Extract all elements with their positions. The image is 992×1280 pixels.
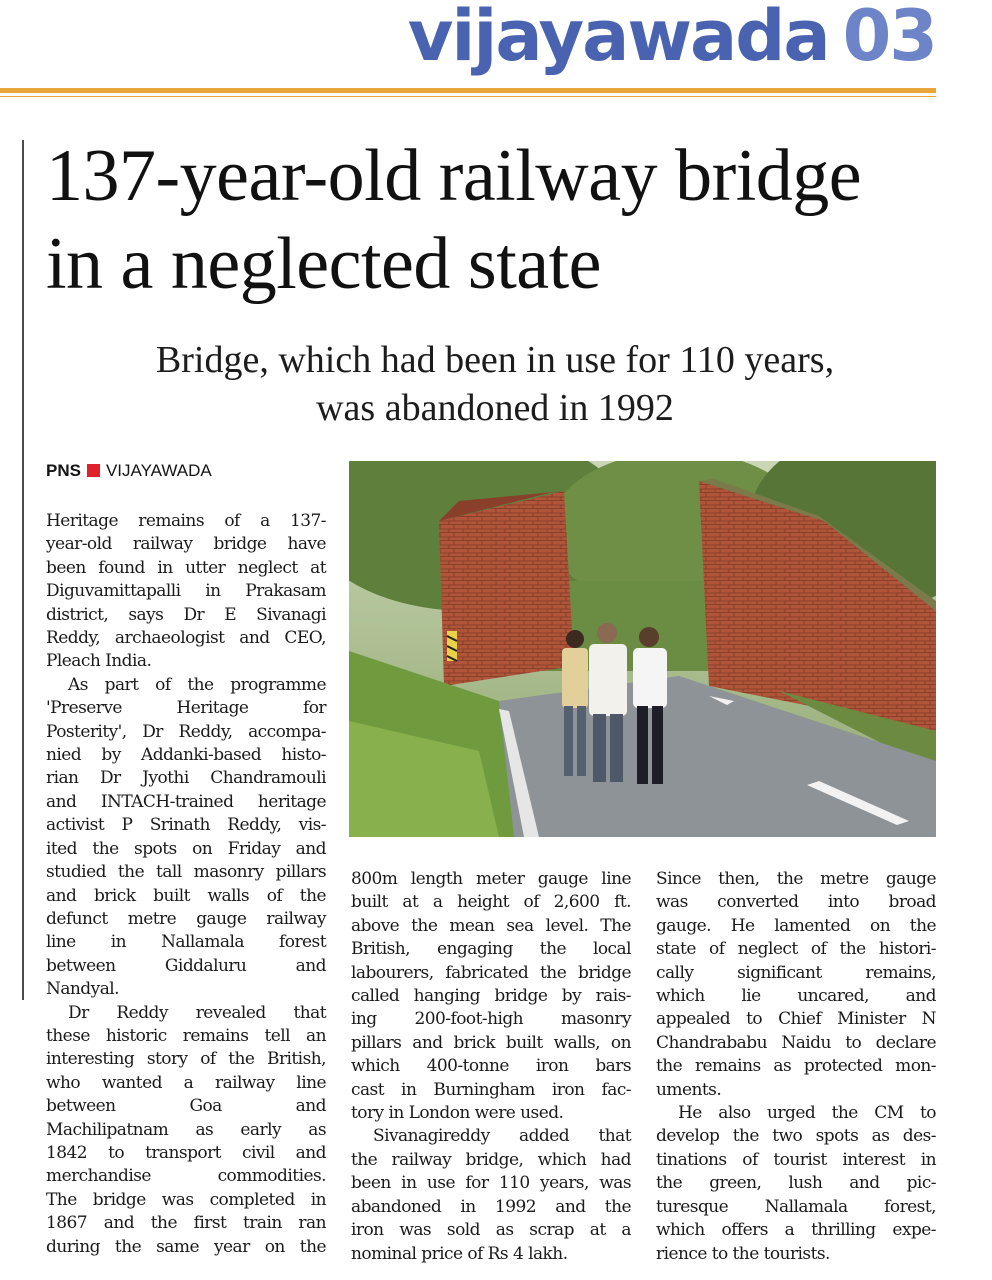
text-line: rience to the tourists. (656, 1243, 830, 1264)
text-line: Posterity', Dr Reddy, accompa- (46, 721, 326, 742)
text-line: tinations of tourist interest in (656, 1149, 936, 1170)
text-line: district, says Dr E Sivanagi (46, 604, 326, 625)
text-line: and INTACH-trained heritage (46, 791, 326, 812)
text-line: activist P Srinath Reddy, vis- (46, 815, 326, 836)
text-line: year-old railway bridge have (46, 534, 326, 555)
text-line: iron was sold as scrap at a (351, 1220, 631, 1241)
text-line: ing 200-foot-high masonry (351, 1009, 631, 1030)
text-line: Diguvamittapalli in Prakasam (46, 581, 326, 602)
text-line: merchandise commodities. (46, 1166, 326, 1187)
text-line: gauge. He lamented on the (656, 915, 936, 936)
article-column-1 (46, 510, 326, 1259)
text-line: during the same year on the (46, 1236, 326, 1257)
text-line: Reddy, archaeologist and CEO, (46, 628, 326, 649)
text-line: built at a height of 2,600 ft. (351, 892, 631, 913)
text-line: labourers, fabricated the bridge (351, 962, 631, 983)
masthead-city: vijayawada (407, 0, 829, 77)
text-line: and brick built walls of the (46, 885, 326, 906)
text-line: Machilipatnam as early as (46, 1119, 326, 1140)
masthead (408, 0, 936, 78)
text-line: between Goa and (46, 1096, 326, 1117)
text-line: He also urged the CM to (678, 1103, 936, 1124)
text-line: cast in Burningham iron fac- (351, 1079, 631, 1100)
text-line: British, engaging the local (351, 939, 631, 960)
column-rule (22, 140, 24, 1000)
text-line: abandoned in 1992 and the (351, 1196, 631, 1217)
bridge-ruins-photo (349, 461, 936, 837)
text-line: which 400-tonne iron bars (351, 1056, 631, 1077)
text-line: Since then, the metre gauge (656, 869, 936, 889)
text-line: Nandyal. (46, 979, 120, 1000)
text-line: interesting story of the British, (46, 1049, 326, 1070)
subheadline (60, 336, 930, 432)
text-line: the green, lush and pic- (656, 1173, 936, 1194)
text-line: defunct metre gauge railway (46, 908, 326, 929)
photo-illustration (349, 461, 936, 837)
text-line: 'Preserve Heritage for (46, 698, 326, 719)
text-line: studied the tall masonry pillars (46, 862, 326, 883)
text-line: As part of the programme (68, 674, 326, 695)
text-line: The bridge was completed in (46, 1189, 326, 1210)
masthead-rule-thin (0, 96, 936, 97)
text-line: been in use for 110 years, was (351, 1173, 631, 1194)
headline-line: in a neglected state (46, 223, 602, 305)
text-line: which lie uncared, and (656, 986, 936, 1007)
byline-square-icon (87, 464, 100, 477)
text-line: nominal price of Rs 4 lakh. (351, 1243, 568, 1264)
text-line: uments. (656, 1079, 722, 1100)
text-line: rian Dr Jyothi Chandramouli (46, 768, 326, 789)
article-column-2 (351, 868, 631, 1266)
text-line: cally significant remains, (656, 962, 936, 983)
text-line: the railway bridge, which had (351, 1149, 631, 1170)
text-line: nied by Addanki-based histo- (46, 745, 326, 766)
text-line: the remains as protected mon- (656, 1056, 936, 1077)
text-line: appealed to Chief Minister N (656, 1009, 936, 1030)
text-line: tory in London were used. (351, 1103, 564, 1124)
text-line: between Giddaluru and (46, 955, 326, 976)
text-line: Dr Reddy revealed that (68, 1002, 326, 1023)
text-line: 1867 and the first train ran (46, 1213, 326, 1234)
text-line: Heritage remains of a 137- (46, 511, 326, 531)
text-line: Chandrababu Naidu to declare (656, 1032, 936, 1053)
subheadline-line: was abandoned in 1992 (316, 387, 674, 429)
text-line: Sivanagireddy added that (373, 1126, 631, 1147)
text-line: ited the spots on Friday and (46, 838, 326, 859)
article-column-3 (656, 868, 936, 1266)
byline-place: VIJAYAWADA (105, 461, 212, 480)
headline (46, 132, 966, 308)
text-line: 1842 to transport civil and (46, 1142, 326, 1163)
text-line: called hanging bridge by rais- (351, 986, 631, 1007)
text-line: line in Nallamala forest (46, 932, 326, 953)
text-line: these historic remains tell an (46, 1025, 326, 1046)
text-line: who wanted a railway line (46, 1072, 326, 1093)
page-number: 03 (842, 0, 936, 77)
text-line: which offers a thrilling expe- (656, 1220, 936, 1241)
text-line: was converted into broad (656, 892, 936, 913)
headline-line: 137-year-old railway bridge (46, 135, 862, 217)
subheadline-line: Bridge, which had been in use for 110 years, (155, 339, 835, 381)
text-line: Pleach India. (46, 651, 152, 672)
text-line: been found in utter neglect at (46, 557, 326, 578)
text-line: state of neglect of the histori- (656, 939, 936, 960)
text-line: pillars and brick built walls, on (351, 1032, 631, 1053)
masthead-rule (0, 88, 936, 93)
text-line: above the mean sea level. The (351, 915, 631, 936)
text-line: 800m length meter gauge line (351, 869, 631, 889)
byline (46, 460, 212, 482)
byline-agency: PNS (46, 461, 81, 480)
text-line: turesque Nallamala forest, (656, 1196, 936, 1217)
text-line: develop the two spots as des- (656, 1126, 936, 1147)
